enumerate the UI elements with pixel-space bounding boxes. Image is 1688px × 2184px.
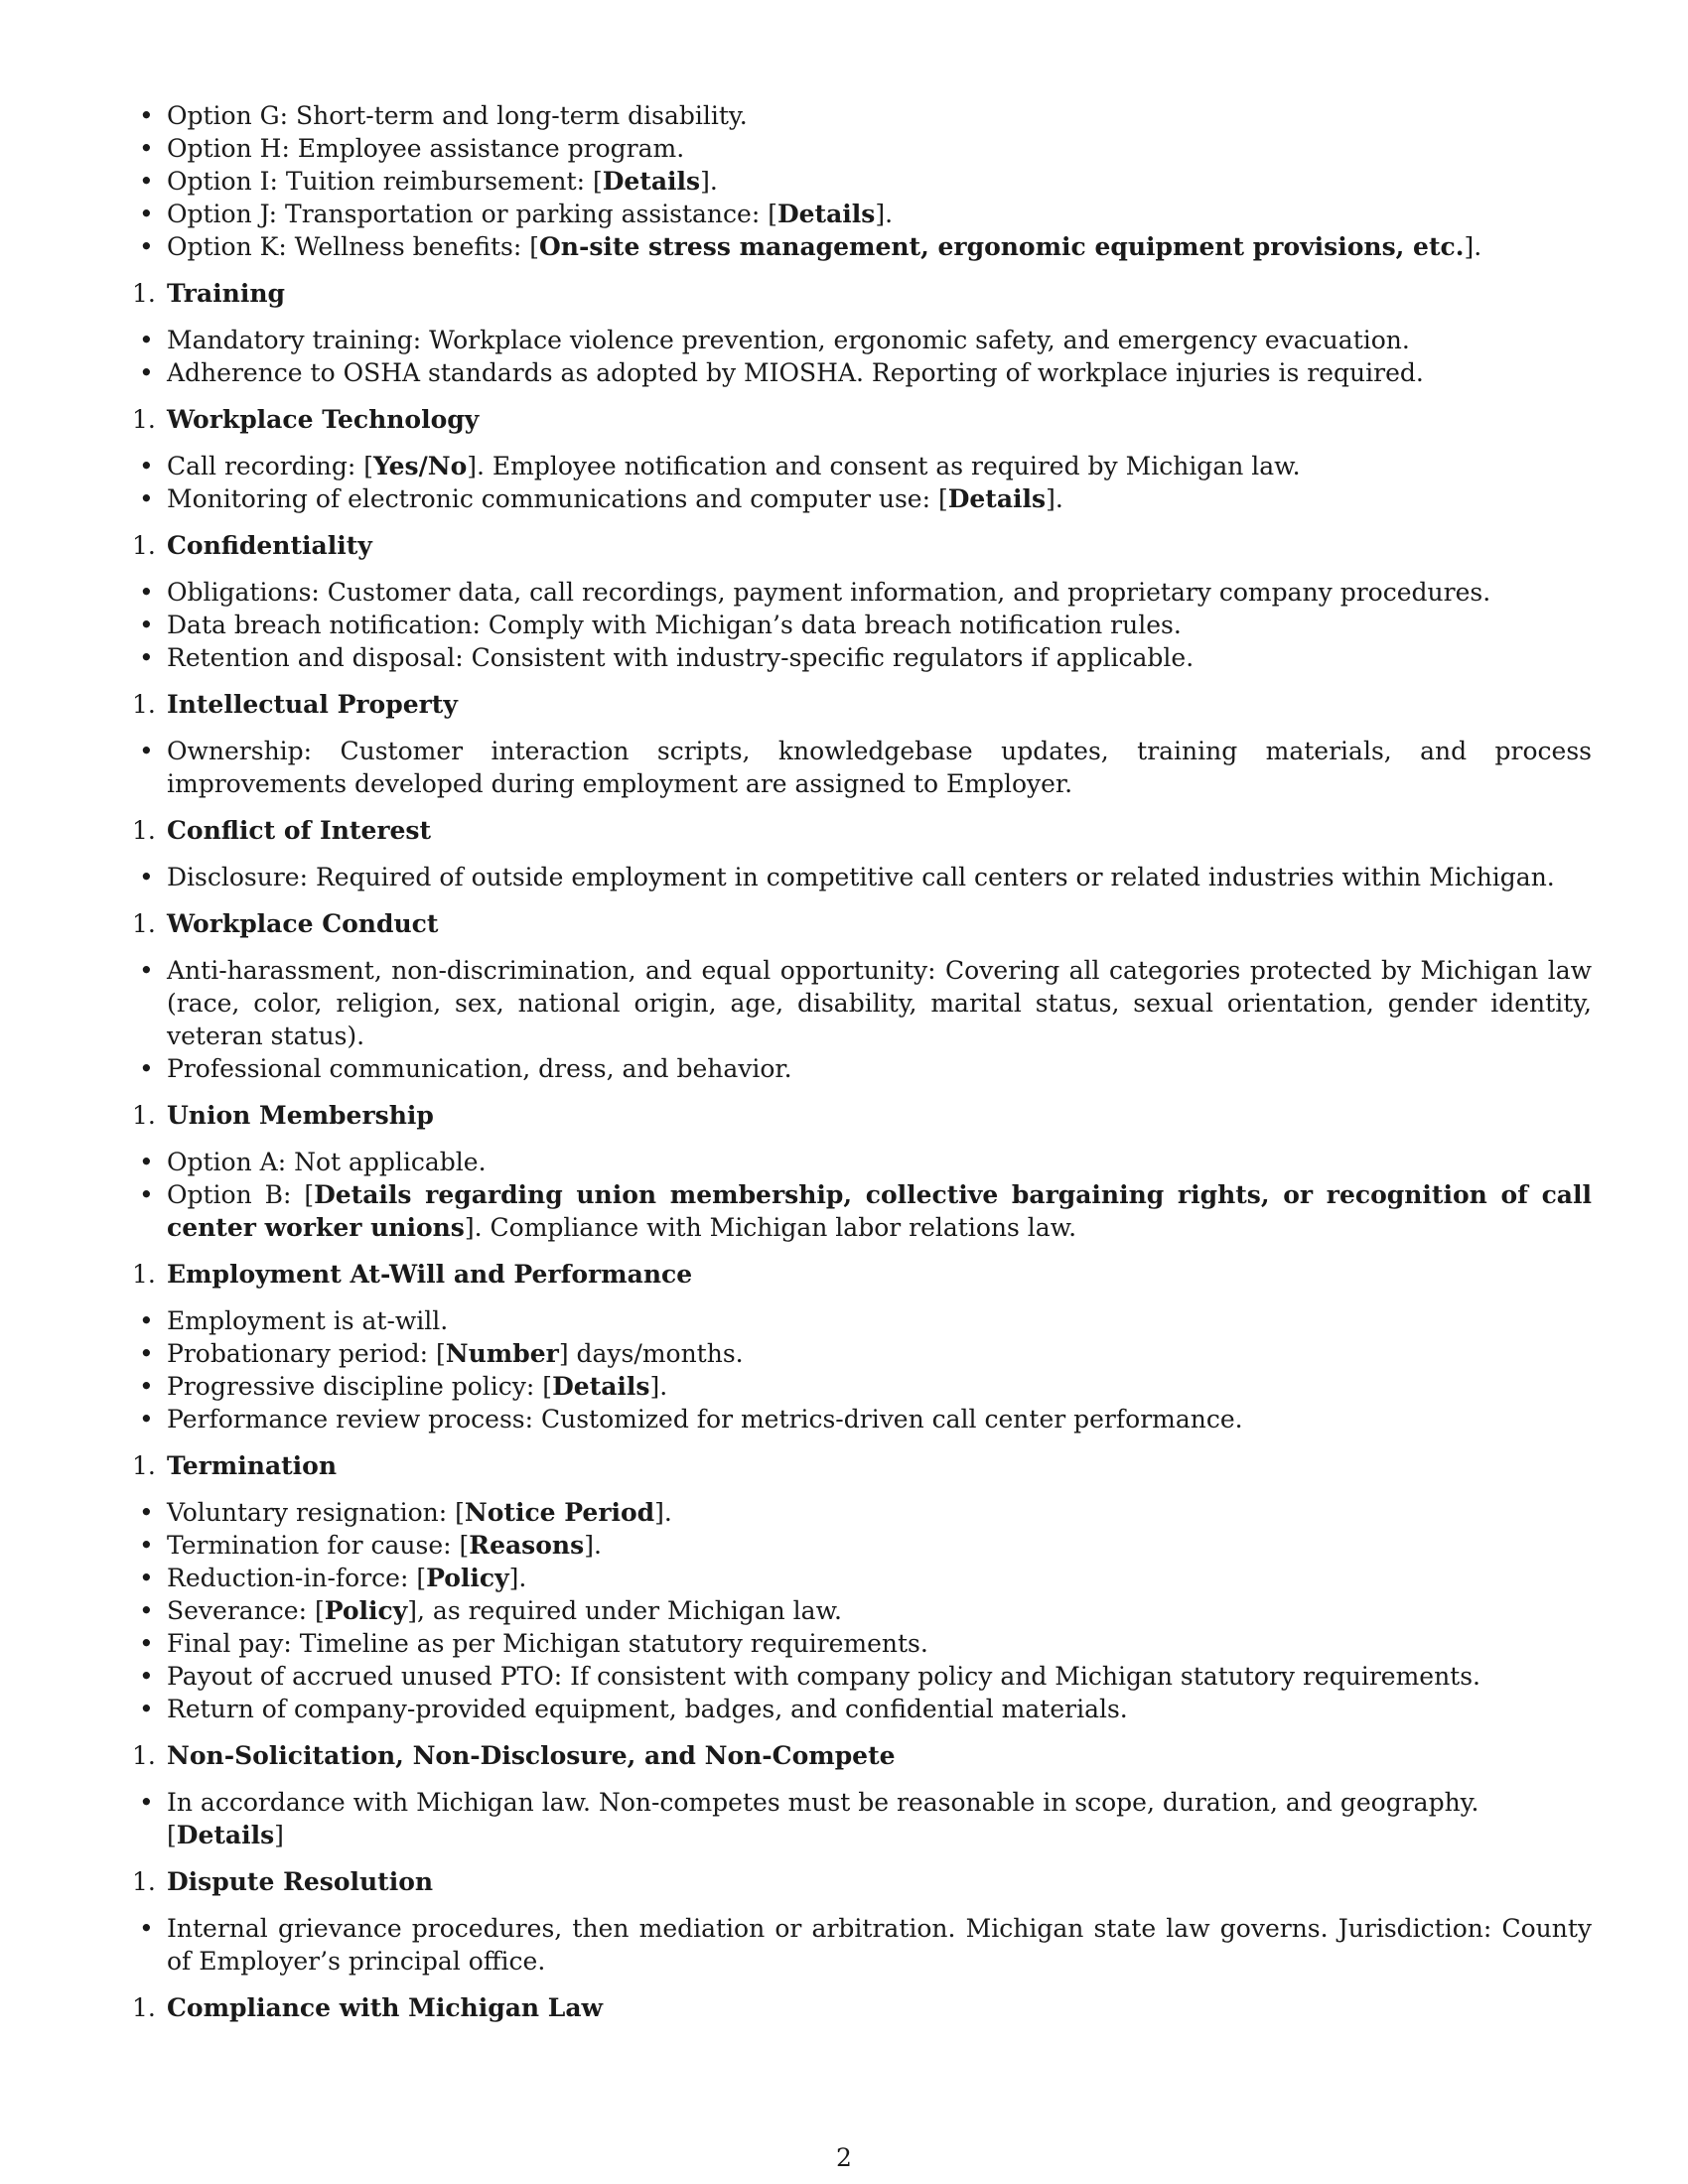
section-number: 1.: [132, 1867, 156, 1896]
section-number: 1.: [132, 1451, 156, 1480]
list-item: • Retention and disposal: Consistent with industry-specific regulators if applicable.: [132, 641, 1592, 674]
workplace-technology-list: [132, 450, 1592, 515]
intellectual-property-list: [132, 735, 1592, 800]
section-number: 1.: [132, 690, 156, 719]
list-item: • Option B: [Details regarding union membership, collective bargaining rights, or recognition of call center worker unions]. Compliance with Michigan labor relations law.: [132, 1178, 1592, 1244]
page-number: 2: [836, 2143, 852, 2172]
list-item: • Option G: Short-term and long-term disability.: [132, 99, 1592, 132]
list-item: • Obligations: Customer data, call recordings, payment information, and proprietary company procedures.: [132, 576, 1592, 609]
list-item: • Probationary period: [Number] days/months.: [132, 1337, 1592, 1370]
section-number: 1.: [132, 1741, 156, 1770]
list-item: • Reduction-in-force: [Policy].: [132, 1562, 1592, 1594]
employment-at-will-list: [132, 1304, 1592, 1435]
section-heading-intellectual-property: 1. Intellectual Property: [132, 690, 458, 719]
list-item: • Option K: Wellness benefits: [On-site stress management, ergonomic equipment provisions, etc.].: [132, 230, 1592, 263]
conflict-of-interest-list: [132, 861, 1592, 893]
list-item: • Progressive discipline policy: [Details].: [132, 1370, 1592, 1403]
section-number: 1.: [132, 1993, 156, 2022]
workplace-conduct-list: [132, 954, 1592, 1085]
section-number: 1.: [132, 816, 156, 845]
list-item: • Adherence to OSHA standards as adopted by MIOSHA. Reporting of workplace injuries is required.: [132, 356, 1592, 389]
section-number: 1.: [132, 909, 156, 938]
section-number: 1.: [132, 1260, 156, 1289]
section-heading-conflict-of-interest: 1. Conflict of Interest: [132, 816, 432, 845]
document-body: [132, 99, 1592, 2038]
list-item: • Option J: Transportation or parking assistance: [Details].: [132, 198, 1592, 230]
list-item: • Disclosure: Required of outside employment in competitive call centers or related industries within Michigan.: [132, 861, 1592, 893]
section-heading-workplace-conduct: 1. Workplace Conduct: [132, 909, 439, 938]
section-heading-confidentiality: 1. Confidentiality: [132, 531, 372, 560]
list-item: • Employment is at-will.: [132, 1304, 1592, 1337]
list-item: • Termination for cause: [Reasons].: [132, 1529, 1592, 1562]
training-list: [132, 324, 1592, 389]
section-heading-union-membership: 1. Union Membership: [132, 1101, 434, 1130]
list-item: • Mandatory training: Workplace violence prevention, ergonomic safety, and emergency evacuation.: [132, 324, 1592, 356]
section-number: 1.: [132, 279, 156, 308]
list-item: • Data breach notification: Comply with Michigan’s data breach notification rules.: [132, 609, 1592, 641]
section-heading-employment-at-will: 1. Employment At-Will and Performance: [132, 1260, 693, 1289]
benefit-options-list: [132, 99, 1592, 263]
list-item: • Performance review process: Customized for metrics-driven call center performance.: [132, 1403, 1592, 1435]
list-item: • Return of company-provided equipment, badges, and confidential materials.: [132, 1693, 1592, 1725]
list-item: • Internal grievance procedures, then mediation or arbitration. Michigan state law governs. Jurisdiction: County of Employer’s principal office.: [132, 1912, 1592, 1978]
section-heading-training: 1. Training: [132, 279, 285, 308]
confidentiality-list: [132, 576, 1592, 674]
section-heading-termination: 1. Termination: [132, 1451, 338, 1480]
union-membership-list: [132, 1146, 1592, 1244]
list-item: • In accordance with Michigan law. Non-competes must be reasonable in scope, duration, and geography. [Details]: [132, 1786, 1592, 1851]
list-item: • Voluntary resignation: [Notice Period].: [132, 1496, 1592, 1529]
list-item: • Payout of accrued unused PTO: If consistent with company policy and Michigan statutory requirements.: [132, 1660, 1592, 1693]
list-item: • Option A: Not applicable.: [132, 1146, 1592, 1178]
section-heading-workplace-technology: 1. Workplace Technology: [132, 405, 480, 434]
list-item: • Option H: Employee assistance program.: [132, 132, 1592, 165]
termination-list: [132, 1496, 1592, 1725]
dispute-resolution-list: [132, 1912, 1592, 1978]
list-item: • Severance: [Policy], as required under Michigan law.: [132, 1594, 1592, 1627]
section-heading-compliance: 1. Compliance with Michigan Law: [132, 1993, 604, 2022]
non-solicitation-list: [132, 1786, 1592, 1851]
list-item: • Call recording: [Yes/No]. Employee notification and consent as required by Michigan law.: [132, 450, 1592, 482]
section-number: 1.: [132, 405, 156, 434]
section-number: 1.: [132, 531, 156, 560]
section-number: 1.: [132, 1101, 156, 1130]
list-item: • Monitoring of electronic communications and computer use: [Details].: [132, 482, 1592, 515]
list-item: • Option I: Tuition reimbursement: [Details].: [132, 165, 1592, 198]
section-heading-non-solicitation: 1. Non-Solicitation, Non-Disclosure, and Non-Compete: [132, 1741, 896, 1770]
list-item: • Anti-harassment, non-discrimination, and equal opportunity: Covering all categories protected by Michigan law (race, color, religion, sex, national origin, age, disability, marital status, sexual orientation, gender identity, veteran status).: [132, 954, 1592, 1052]
list-item: • Ownership: Customer interaction scripts, knowledgebase updates, training materials, and process improvements developed during employment are assigned to Employer.: [132, 735, 1592, 800]
list-item: • Professional communication, dress, and behavior.: [132, 1052, 1592, 1085]
list-item: • Final pay: Timeline as per Michigan statutory requirements.: [132, 1627, 1592, 1660]
section-heading-dispute-resolution: 1. Dispute Resolution: [132, 1867, 434, 1896]
